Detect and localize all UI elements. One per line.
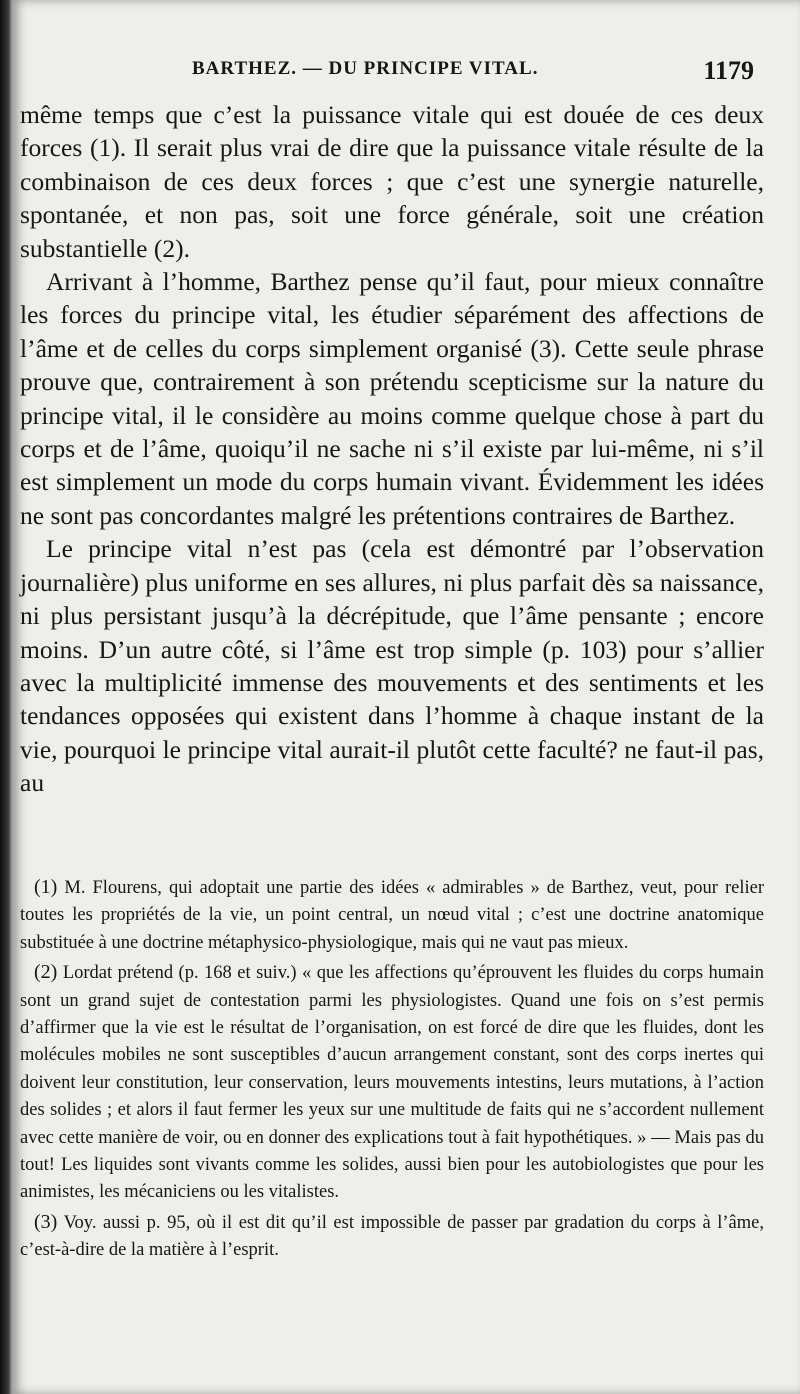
footnote-text: Voy. aussi p. 95, où il est dit qu’il est impossible de passer par gradation du corps à l’âme, c’est-à-dire de la matière à l’esprit. — [20, 1212, 764, 1261]
footnote — [20, 959, 764, 1207]
paragraph: Le principe vital n’est pas (cela est démontré par l’observation journalière) plus uniforme en ses allures, ni plus parfait dès sa naissance, ni plus persistant jusqu’à la décrépitude, que l’âme pensante ; encore moins. D’un autre côté, si l’âme est trop simple (p. 103) pour s’allier avec la multiplicité immense des mouvements et des sentiments et les tendances opposées qui existent dans l’homme à chaque instant de la vie, pourquoi le principe vital aurait-il plutôt cette faculté? ne faut-il pas, au — [20, 534, 764, 798]
book-page — [12, 0, 800, 1394]
page-number: 1179 — [703, 56, 754, 85]
footnote — [20, 874, 764, 957]
footnote-number: (1) — [34, 876, 58, 898]
paragraph: Arrivant à l’homme, Barthez pense qu’il faut, pour mieux connaître les forces du principe vital, les étudier séparément des affections de l’âme et de celles du corps simplement organisé (3). Cette seule phrase prouve que, contrairement à son prétendu scepticisme sur la nature du principe vital, il le considère au moins comme quelque chose à part du corps et de l’âme, quoiqu’il ne sache ni s’il existe par lui-même, ni s’il est simplement un mode du corps humain vivant. Évidemment les idées ne sont pas concordantes malgré les prétentions contraires de Barthez. — [20, 267, 764, 530]
paragraph: même temps que c’est la puissance vitale qui est douée de ces deux forces (1). Il serait plus vrai de dire que la puissance vitale résulte de la combinaison de ces deux forces ; que c’est une synergie naturelle, spontanée, et non pas, soit une force générale, soit une création substantielle (2). — [20, 100, 764, 263]
footnote-number: (3) — [34, 1210, 58, 1233]
footnote — [20, 1209, 764, 1265]
footnote-text: Lordat prétend (p. 168 et suiv.) « que les affections qu’éprouvent les fluides du corps humain sont un grand sujet de contestation parmi les physiologistes. Quand une fois on s’est permis d’affirmer que la vie est le résultat de l’organisation, on est forcé de dire que les fluides, dont les molécules mobiles ne sont susceptibles d’aucun arrangement constant, sont des corps inertes qui doivent leur constitution, leur conservation, leurs mouvements intestins, leurs mutations, à l’action des solides ; et alors il faut fermer les yeux sur une multitude de faits qui ne s’accordent nullement avec cette manière de voir, ou en donner des explications tout à fait hypothétiques. » — Mais pas du tout! Les liquides sont vivants comme les solides, aussi bien pour les autobiologistes que pour les animistes, les mécaniciens ou les vitalistes. — [20, 963, 765, 1203]
footnote-text: M. Flourens, qui adoptait une partie des idées « admirables » de Barthez, veut, pour relier toutes les propriétés de la vie, un point central, un nœud vital ; c’est une doctrine anatomique substituée à une doctrine métaphysico-physiologique, mais qui ne vaut pas mieux. — [20, 878, 764, 953]
footnotes — [20, 874, 764, 1267]
footnote-number: (2) — [34, 961, 58, 984]
running-head: BARTHEZ. — DU PRINCIPE VITAL. — [192, 58, 539, 79]
main-text — [20, 98, 764, 800]
